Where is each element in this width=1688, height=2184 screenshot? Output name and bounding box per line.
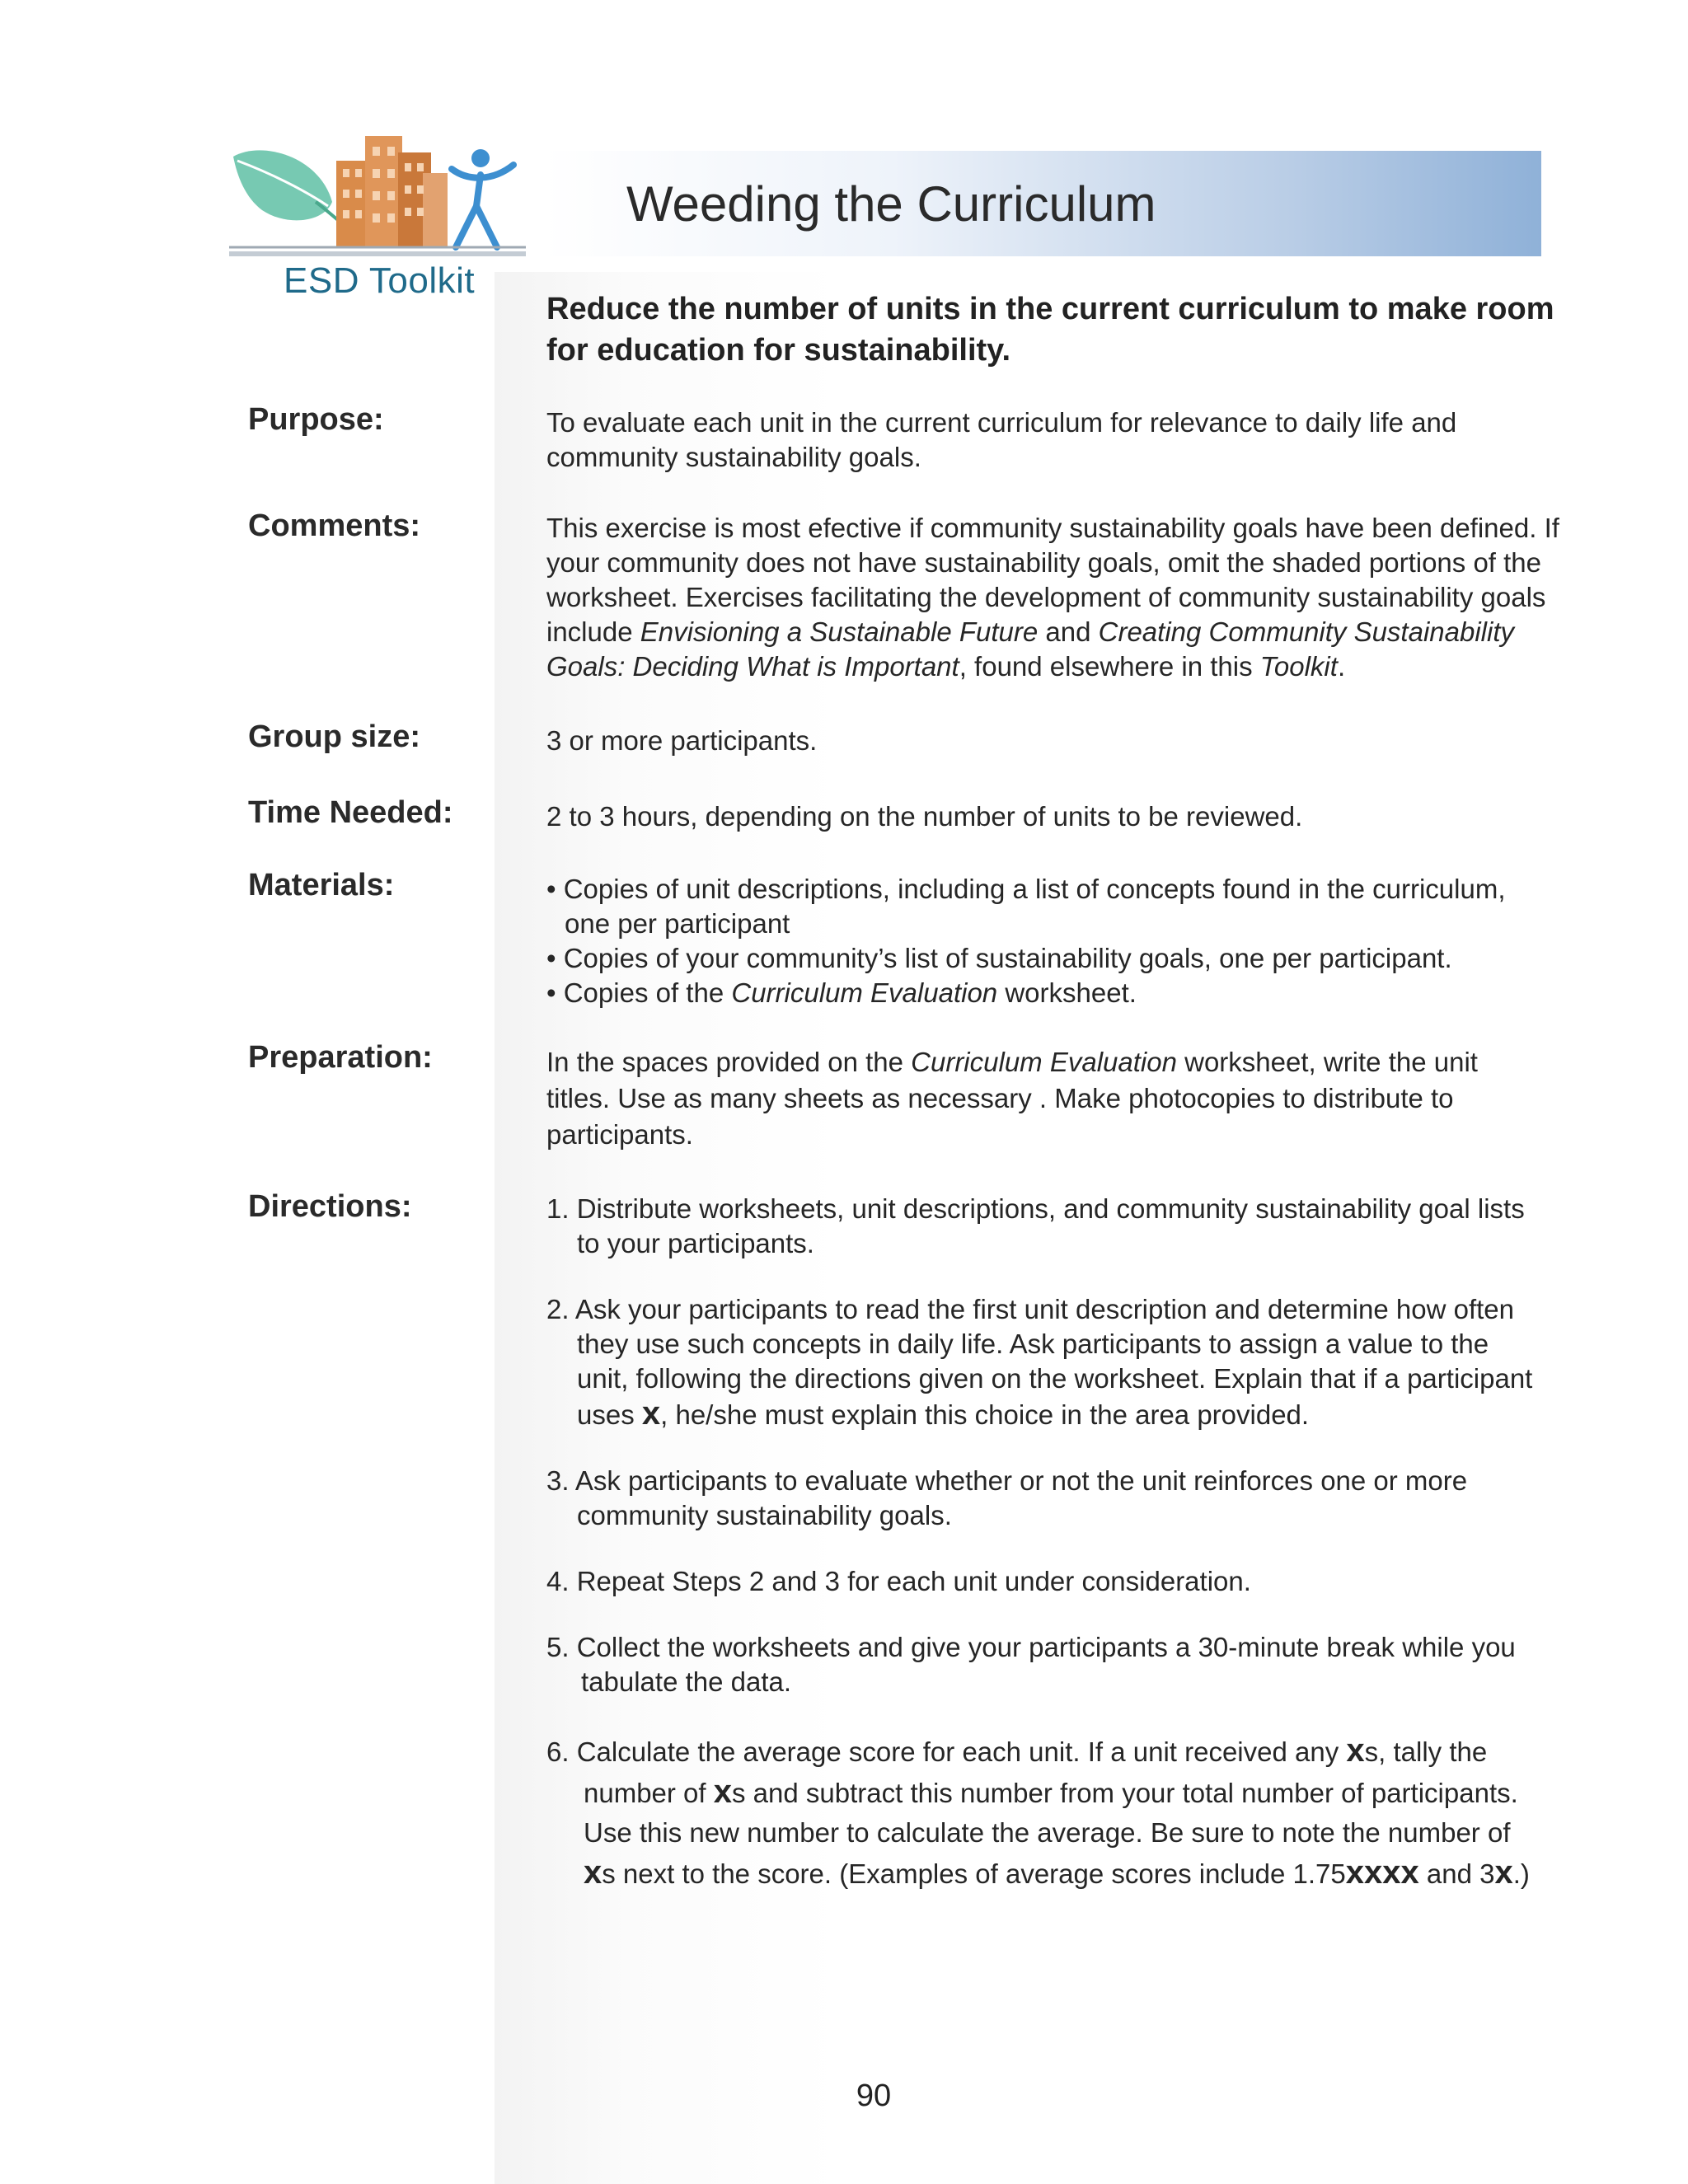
preparation-text xyxy=(546,1044,1536,1153)
time-needed-label: Time Needed: xyxy=(248,795,453,830)
comments-text-d: . xyxy=(1337,651,1346,682)
materials-item-3-a: • Copies of the xyxy=(546,977,732,1008)
comments-toolkit-word: Toolkit xyxy=(1259,651,1338,682)
step-6-text-b: s, tally the number of xyxy=(584,1736,1488,1808)
materials-label: Materials: xyxy=(248,868,395,902)
purpose-text xyxy=(546,405,1536,475)
page-number: 90 xyxy=(856,2079,892,2113)
comments-exercise-envisioning: Envisioning a Sustainable Future xyxy=(640,616,1039,647)
preparation-text-a: In the spaces provided on the xyxy=(546,1047,912,1077)
comments-text-a: This exercise is most efective if community sustainability goals have been defined. If your community does not have sustainability goals, omit the shaded portions of the worksheet. Exercises facilitating the development of community sustainability goals include xyxy=(546,513,1559,647)
comments-paragraph xyxy=(546,511,1568,684)
directions-step-1: 1. Distribute worksheets, unit descriptions, and community sustainability goal lists to your participants. xyxy=(546,1193,1525,1258)
directions-label: Directions: xyxy=(248,1189,412,1224)
preparation-label: Preparation: xyxy=(248,1040,433,1075)
comments-text xyxy=(546,511,1568,684)
header-band xyxy=(544,151,1541,256)
comments-label: Comments: xyxy=(248,509,421,543)
step-6-text-a: 6. Calculate the average score for each unit. If a unit received any xyxy=(546,1736,1347,1767)
materials-item-2: • Copies of your community’s list of sustainability goals, one per participant. xyxy=(546,943,1452,973)
group-size-text: 3 or more participants. xyxy=(546,725,818,756)
step-6-text-d: s next to the score. (Examples of average scores include 1.75 xyxy=(602,1858,1346,1889)
step-6-x-5: x xyxy=(1494,1854,1513,1891)
preparation-text-b: worksheet, write the unit titles. Use as many sheets as necessary . Make photocopies to distribute to participants. xyxy=(546,1047,1478,1150)
materials-item-3-b: worksheet. xyxy=(997,977,1137,1008)
step-6-text-f: .) xyxy=(1512,1858,1530,1889)
time-needed-text: 2 to 3 hours, depending on the number of units to be reviewed. xyxy=(546,801,1303,832)
directions-step-6 xyxy=(546,1731,1544,1894)
comments-text-c: , found elsewhere in this xyxy=(959,651,1260,682)
directions-step-3: 3. Ask participants to evaluate whether or not the unit reinforces one or more community sustainability goals. xyxy=(546,1465,1468,1530)
materials-item-3-worksheet: Curriculum Evaluation xyxy=(731,977,998,1008)
page-subtitle: Reduce the number of units in the current curriculum to make room for education for sustainability. xyxy=(546,292,1554,368)
page-title: Weeding the Curriculum xyxy=(626,176,1156,232)
preparation-worksheet: Curriculum Evaluation xyxy=(911,1047,1177,1077)
logo-caption: ESD Toolkit xyxy=(284,260,476,301)
comments-exercise-creating-goals: Creating Community Sustainability Goals: Deciding What is Important xyxy=(546,616,1515,682)
step-2-text-a: 2. Ask your participants to read the first unit description and determine how often they use such concepts in daily life. Ask participants to assign a value to the unit, following the directions given on the worksheet. Explain that if a participant uses xyxy=(546,1294,1533,1430)
step-6-text-c: s and subtract this number from your total number of participants. Use this new number to calculate the average. Be sure to note the number of xyxy=(584,1778,1518,1848)
logo-graphic-icon xyxy=(229,124,526,264)
directions-step-4: 4. Repeat Steps 2 and 3 for each unit under consideration. xyxy=(546,1566,1251,1596)
materials-item-1-cont: one per participant xyxy=(565,908,790,939)
purpose-label: Purpose: xyxy=(248,402,384,437)
step-6-text-e: and 3 xyxy=(1418,1858,1495,1889)
step-6-x-1: x xyxy=(1346,1732,1365,1769)
step-6-x-4: xxxx xyxy=(1345,1854,1419,1891)
directions-list xyxy=(546,1192,1544,1894)
step-2-x: x xyxy=(641,1395,661,1432)
directions-step-5: 5. Collect the worksheets and give your participants a 30-minute break while you tabulate the data. xyxy=(546,1632,1516,1697)
comments-text-b: and xyxy=(1038,616,1099,647)
materials-item-1: • Copies of unit descriptions, including a list of concepts found in the curriculum, xyxy=(546,874,1506,904)
group-size-label: Group size: xyxy=(248,719,421,754)
purpose-paragraph: To evaluate each unit in the current curriculum for relevance to daily life and community sustainability goals. xyxy=(546,407,1457,472)
materials-list xyxy=(546,872,1568,1010)
step-2-text-b: , he/she must explain this choice in the area provided. xyxy=(660,1399,1310,1430)
directions-step-2 xyxy=(546,1292,1544,1432)
preparation-paragraph xyxy=(546,1044,1536,1153)
step-6-x-3: x xyxy=(584,1854,603,1891)
step-6-x-2: x xyxy=(713,1774,732,1810)
esd-toolkit-logo xyxy=(229,124,526,305)
materials-item-3 xyxy=(546,976,1568,1010)
